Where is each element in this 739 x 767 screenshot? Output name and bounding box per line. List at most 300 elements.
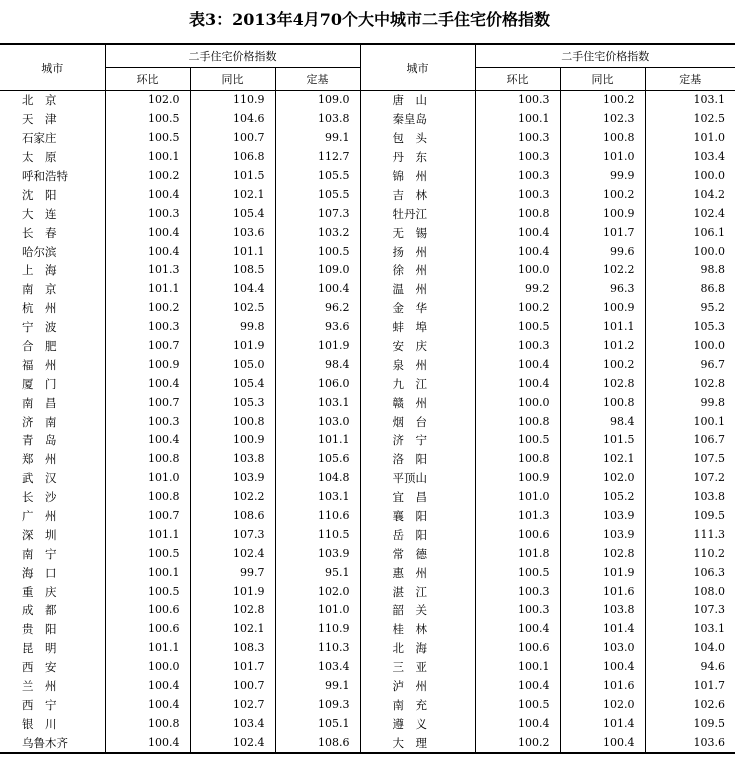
yoy-cell: 108.3 — [190, 639, 275, 658]
fixed-cell: 108.0 — [645, 582, 735, 601]
mom-cell: 100.7 — [105, 393, 190, 412]
city-cell: 蚌 埠 — [360, 318, 475, 337]
fixed-cell: 103.8 — [645, 488, 735, 507]
yoy-cell: 104.6 — [190, 110, 275, 129]
fixed-cell: 106.1 — [645, 223, 735, 242]
fixed-cell: 110.2 — [645, 544, 735, 563]
mom-cell: 100.6 — [105, 601, 190, 620]
fixed-cell: 96.7 — [645, 355, 735, 374]
mom-cell: 100.4 — [475, 374, 560, 393]
mom-cell: 100.7 — [105, 337, 190, 356]
mom-cell: 100.1 — [475, 110, 560, 129]
fixed-cell: 103.1 — [275, 488, 360, 507]
mom-cell: 101.1 — [105, 280, 190, 299]
table-row — [0, 223, 735, 242]
yoy-cell: 103.8 — [560, 601, 645, 620]
fixed-cell: 107.2 — [645, 469, 735, 488]
city-cell: 合 肥 — [22, 339, 57, 354]
mom-header-left: 环比 — [105, 68, 190, 91]
city-cell: 深 圳 — [22, 527, 57, 542]
fixed-cell: 103.1 — [645, 620, 735, 639]
yoy-cell: 100.8 — [560, 393, 645, 412]
fixed-cell: 103.0 — [275, 412, 360, 431]
table-row — [0, 488, 735, 507]
fixed-cell: 94.6 — [645, 658, 735, 677]
city-cell: 福 州 — [22, 357, 57, 372]
mom-cell: 100.7 — [105, 507, 190, 526]
mom-cell: 100.4 — [105, 696, 190, 715]
mom-cell: 100.4 — [475, 620, 560, 639]
table-row — [0, 620, 735, 639]
city-cell: 西 安 — [22, 660, 57, 675]
mom-cell: 100.3 — [475, 129, 560, 148]
fixed-cell: 102.6 — [645, 696, 735, 715]
city-cell: 兰 州 — [22, 679, 57, 694]
fixed-cell: 95.1 — [275, 563, 360, 582]
mom-cell: 100.4 — [105, 223, 190, 242]
city-cell: 吉 林 — [360, 185, 475, 204]
fixed-cell: 109.0 — [275, 91, 360, 110]
yoy-cell: 101.9 — [560, 563, 645, 582]
fixed-cell: 110.5 — [275, 525, 360, 544]
fixed-cell: 105.1 — [275, 714, 360, 733]
city-cell: 重 庆 — [22, 584, 57, 599]
yoy-cell: 101.0 — [560, 148, 645, 167]
yoy-cell: 101.1 — [190, 242, 275, 261]
fixed-cell: 105.3 — [645, 318, 735, 337]
fixed-cell: 106.7 — [645, 431, 735, 450]
mom-cell: 100.4 — [105, 733, 190, 753]
city-cell: 乌鲁木齐 — [0, 733, 105, 753]
fixed-cell: 100.0 — [645, 337, 735, 356]
yoy-cell: 102.2 — [560, 261, 645, 280]
city-cell: 九 江 — [360, 374, 475, 393]
yoy-cell: 105.3 — [190, 393, 275, 412]
city-header-left: 城市 — [41, 61, 64, 75]
yoy-cell: 105.2 — [560, 488, 645, 507]
yoy-cell: 101.6 — [560, 677, 645, 696]
mom-cell: 100.5 — [105, 129, 190, 148]
index-group-header-right: 二手住宅价格指数 — [475, 44, 735, 68]
fixed-cell: 102.4 — [645, 204, 735, 223]
fixed-cell: 107.5 — [645, 450, 735, 469]
city-cell: 遵 义 — [360, 714, 475, 733]
fixed-cell: 110.6 — [275, 507, 360, 526]
yoy-cell: 108.5 — [190, 261, 275, 280]
city-cell: 宁 波 — [22, 320, 57, 335]
mom-cell: 100.0 — [475, 393, 560, 412]
city-cell: 包 头 — [360, 129, 475, 148]
city-cell: 郑 州 — [22, 452, 57, 467]
city-cell: 宜 昌 — [360, 488, 475, 507]
fixed-cell: 100.0 — [645, 242, 735, 261]
table-row — [0, 544, 735, 563]
table-row — [0, 507, 735, 526]
mom-cell: 101.0 — [475, 488, 560, 507]
fixed-cell: 106.0 — [275, 374, 360, 393]
city-cell: 哈尔滨 — [22, 244, 57, 259]
city-cell: 唐 山 — [360, 91, 475, 110]
mom-cell: 100.3 — [475, 91, 560, 110]
table-row — [0, 601, 735, 620]
fixed-cell: 105.5 — [275, 167, 360, 186]
mom-cell: 100.6 — [105, 620, 190, 639]
yoy-cell: 101.7 — [190, 658, 275, 677]
yoy-cell: 102.2 — [190, 488, 275, 507]
table-row — [0, 261, 735, 280]
yoy-cell: 103.6 — [190, 223, 275, 242]
city-cell: 扬 州 — [360, 242, 475, 261]
table-row — [0, 242, 735, 261]
yoy-cell: 103.8 — [190, 450, 275, 469]
yoy-cell: 101.9 — [190, 337, 275, 356]
mom-cell: 101.8 — [475, 544, 560, 563]
mom-cell: 100.8 — [105, 714, 190, 733]
yoy-cell: 106.8 — [190, 148, 275, 167]
fixed-cell: 103.4 — [275, 658, 360, 677]
city-cell: 成 都 — [22, 603, 57, 618]
fixed-cell: 86.8 — [645, 280, 735, 299]
table-row — [0, 412, 735, 431]
mom-cell: 100.4 — [475, 223, 560, 242]
yoy-cell: 101.1 — [560, 318, 645, 337]
yoy-cell: 100.4 — [560, 658, 645, 677]
city-cell: 南 宁 — [22, 546, 57, 561]
city-cell: 温 州 — [360, 280, 475, 299]
fixed-cell: 105.5 — [275, 185, 360, 204]
yoy-cell: 100.8 — [560, 129, 645, 148]
mom-cell: 100.4 — [105, 185, 190, 204]
fixed-cell: 95.2 — [645, 299, 735, 318]
city-cell: 南 京 — [22, 282, 57, 297]
table-row — [0, 469, 735, 488]
yoy-cell: 100.2 — [560, 91, 645, 110]
table-row — [0, 582, 735, 601]
yoy-cell: 102.0 — [560, 696, 645, 715]
table-row — [0, 110, 735, 129]
table-row — [0, 318, 735, 337]
yoy-cell: 103.0 — [560, 639, 645, 658]
yoy-cell: 105.4 — [190, 204, 275, 223]
yoy-header-right: 同比 — [560, 68, 645, 91]
mom-cell: 100.3 — [105, 318, 190, 337]
fixed-cell: 96.2 — [275, 299, 360, 318]
fixed-header-right: 定基 — [645, 68, 735, 91]
fixed-cell: 106.3 — [645, 563, 735, 582]
mom-cell: 102.0 — [105, 91, 190, 110]
mom-cell: 100.1 — [105, 148, 190, 167]
fixed-cell: 104.0 — [645, 639, 735, 658]
city-cell: 大 理 — [360, 733, 475, 753]
table-row — [0, 696, 735, 715]
city-cell: 厦 门 — [22, 376, 57, 391]
city-cell: 杭 州 — [22, 301, 57, 316]
fixed-cell: 108.6 — [275, 733, 360, 753]
yoy-cell: 101.4 — [560, 620, 645, 639]
fixed-cell: 99.1 — [275, 677, 360, 696]
fixed-cell: 103.4 — [645, 148, 735, 167]
city-cell: 昆 明 — [22, 641, 57, 656]
city-cell: 秦皇岛 — [360, 110, 475, 129]
mom-cell: 100.8 — [475, 412, 560, 431]
mom-cell: 100.1 — [105, 563, 190, 582]
table-row — [0, 450, 735, 469]
yoy-cell: 101.5 — [560, 431, 645, 450]
mom-cell: 100.3 — [475, 185, 560, 204]
yoy-cell: 102.7 — [190, 696, 275, 715]
table-row — [0, 639, 735, 658]
city-cell: 安 庆 — [360, 337, 475, 356]
city-cell: 海 口 — [22, 565, 57, 580]
table-row — [0, 733, 735, 753]
yoy-cell: 105.0 — [190, 355, 275, 374]
mom-cell: 100.4 — [475, 242, 560, 261]
fixed-cell: 98.4 — [275, 355, 360, 374]
city-cell: 襄 阳 — [360, 507, 475, 526]
mom-header-right: 环比 — [475, 68, 560, 91]
fixed-cell: 101.7 — [645, 677, 735, 696]
fixed-cell: 101.9 — [275, 337, 360, 356]
city-cell: 太 原 — [22, 150, 57, 165]
yoy-cell: 102.1 — [190, 620, 275, 639]
yoy-cell: 100.2 — [560, 185, 645, 204]
yoy-cell: 102.8 — [190, 601, 275, 620]
mom-cell: 100.3 — [105, 412, 190, 431]
fixed-cell: 93.6 — [275, 318, 360, 337]
fixed-cell: 103.6 — [645, 733, 735, 753]
table-row — [0, 355, 735, 374]
fixed-cell: 112.7 — [275, 148, 360, 167]
fixed-cell: 98.8 — [645, 261, 735, 280]
city-cell: 石家庄 — [22, 131, 57, 146]
city-header-right: 城市 — [360, 44, 475, 91]
table-row — [0, 337, 735, 356]
yoy-cell: 101.6 — [560, 582, 645, 601]
mom-cell: 100.4 — [475, 355, 560, 374]
table-row — [0, 563, 735, 582]
yoy-cell: 99.8 — [190, 318, 275, 337]
yoy-cell: 100.2 — [560, 355, 645, 374]
mom-cell: 100.3 — [105, 204, 190, 223]
mom-cell: 100.3 — [475, 337, 560, 356]
price-index-table — [0, 43, 735, 754]
mom-cell: 100.9 — [475, 469, 560, 488]
table-row — [0, 431, 735, 450]
city-cell: 长 春 — [22, 225, 57, 240]
table-body — [0, 91, 735, 754]
mom-cell: 100.6 — [475, 525, 560, 544]
table-row — [0, 714, 735, 733]
yoy-cell: 110.9 — [190, 91, 275, 110]
yoy-cell: 102.1 — [560, 450, 645, 469]
city-cell: 泉 州 — [360, 355, 475, 374]
mom-cell: 100.5 — [105, 110, 190, 129]
city-cell: 呼和浩特 — [22, 169, 68, 183]
mom-cell: 100.8 — [105, 488, 190, 507]
city-cell: 长 沙 — [22, 490, 57, 505]
city-cell: 湛 江 — [360, 582, 475, 601]
fixed-cell: 109.3 — [275, 696, 360, 715]
city-cell: 平顶山 — [360, 469, 475, 488]
mom-cell: 100.2 — [105, 299, 190, 318]
mom-cell: 100.4 — [475, 677, 560, 696]
fixed-cell: 107.3 — [645, 601, 735, 620]
yoy-cell: 100.8 — [190, 412, 275, 431]
city-cell: 沈 阳 — [22, 187, 57, 202]
city-cell: 北 京 — [22, 93, 57, 108]
mom-cell: 100.2 — [475, 299, 560, 318]
yoy-cell: 102.8 — [560, 544, 645, 563]
mom-cell: 100.2 — [105, 167, 190, 186]
mom-cell: 100.2 — [475, 733, 560, 753]
fixed-cell: 109.5 — [645, 714, 735, 733]
fixed-cell: 110.9 — [275, 620, 360, 639]
yoy-cell: 101.7 — [560, 223, 645, 242]
yoy-cell: 96.3 — [560, 280, 645, 299]
mom-cell: 100.8 — [475, 204, 560, 223]
city-cell: 无 锡 — [360, 223, 475, 242]
fixed-cell: 101.0 — [645, 129, 735, 148]
yoy-cell: 103.9 — [560, 507, 645, 526]
mom-cell: 100.3 — [475, 167, 560, 186]
mom-cell: 100.4 — [105, 431, 190, 450]
table-row — [0, 91, 735, 110]
city-cell: 金 华 — [360, 299, 475, 318]
table-row — [0, 148, 735, 167]
city-cell: 牡丹江 — [360, 204, 475, 223]
table-row — [0, 677, 735, 696]
mom-cell: 100.5 — [105, 544, 190, 563]
city-cell: 徐 州 — [360, 261, 475, 280]
mom-cell: 100.5 — [475, 318, 560, 337]
yoy-cell: 100.9 — [560, 299, 645, 318]
mom-cell: 100.9 — [105, 355, 190, 374]
yoy-cell: 101.5 — [190, 167, 275, 186]
mom-cell: 100.4 — [475, 714, 560, 733]
city-cell: 锦 州 — [360, 167, 475, 186]
table-row — [0, 658, 735, 677]
yoy-cell: 108.6 — [190, 507, 275, 526]
city-cell: 惠 州 — [360, 563, 475, 582]
fixed-cell: 100.4 — [275, 280, 360, 299]
fixed-cell: 110.3 — [275, 639, 360, 658]
city-cell: 天 津 — [22, 112, 57, 127]
city-cell: 韶 关 — [360, 601, 475, 620]
yoy-cell: 104.4 — [190, 280, 275, 299]
city-cell: 桂 林 — [360, 620, 475, 639]
fixed-cell: 105.6 — [275, 450, 360, 469]
yoy-cell: 101.2 — [560, 337, 645, 356]
table-title: 表3：2013年4月70个大中城市二手住宅价格指数 — [188, 10, 551, 29]
fixed-cell: 100.5 — [275, 242, 360, 261]
mom-cell: 100.4 — [105, 677, 190, 696]
fixed-cell: 102.5 — [645, 110, 735, 129]
yoy-cell: 100.7 — [190, 129, 275, 148]
index-group-header-left: 二手住宅价格指数 — [105, 44, 360, 68]
fixed-cell: 104.8 — [275, 469, 360, 488]
city-cell: 洛 阳 — [360, 450, 475, 469]
mom-cell: 100.6 — [475, 639, 560, 658]
city-cell: 武 汉 — [22, 471, 57, 486]
city-cell: 广 州 — [22, 509, 57, 524]
mom-cell: 101.1 — [105, 525, 190, 544]
table-row — [0, 185, 735, 204]
mom-cell: 100.3 — [475, 582, 560, 601]
table-row — [0, 374, 735, 393]
fixed-cell: 100.1 — [645, 412, 735, 431]
fixed-cell: 100.0 — [645, 167, 735, 186]
city-cell: 济 南 — [22, 414, 57, 429]
yoy-cell: 107.3 — [190, 525, 275, 544]
yoy-cell: 102.3 — [560, 110, 645, 129]
yoy-cell: 100.4 — [560, 733, 645, 753]
city-cell: 常 德 — [360, 544, 475, 563]
yoy-cell: 98.4 — [560, 412, 645, 431]
fixed-cell: 99.8 — [645, 393, 735, 412]
yoy-cell: 101.4 — [560, 714, 645, 733]
city-cell: 青 岛 — [22, 433, 57, 448]
yoy-cell: 102.8 — [560, 374, 645, 393]
mom-cell: 100.0 — [105, 658, 190, 677]
fixed-cell: 103.1 — [645, 91, 735, 110]
yoy-cell: 103.9 — [560, 525, 645, 544]
mom-cell: 100.4 — [105, 374, 190, 393]
yoy-cell: 99.7 — [190, 563, 275, 582]
table-row — [0, 393, 735, 412]
mom-cell: 100.8 — [475, 450, 560, 469]
city-cell: 北 海 — [360, 639, 475, 658]
mom-cell: 100.3 — [475, 148, 560, 167]
table-row — [0, 299, 735, 318]
fixed-cell: 103.2 — [275, 223, 360, 242]
city-cell: 赣 州 — [360, 393, 475, 412]
mom-cell: 100.8 — [105, 450, 190, 469]
yoy-cell: 102.5 — [190, 299, 275, 318]
fixed-cell: 104.2 — [645, 185, 735, 204]
fixed-cell: 101.0 — [275, 601, 360, 620]
table-row — [0, 167, 735, 186]
yoy-cell: 99.6 — [560, 242, 645, 261]
fixed-cell: 103.8 — [275, 110, 360, 129]
yoy-cell: 103.4 — [190, 714, 275, 733]
fixed-cell: 111.3 — [645, 525, 735, 544]
mom-cell: 101.3 — [105, 261, 190, 280]
mom-cell: 100.5 — [105, 582, 190, 601]
table-row — [0, 280, 735, 299]
mom-cell: 100.5 — [475, 563, 560, 582]
fixed-cell: 102.0 — [275, 582, 360, 601]
table-row — [0, 204, 735, 223]
mom-cell: 99.2 — [475, 280, 560, 299]
mom-cell: 101.3 — [475, 507, 560, 526]
mom-cell: 100.3 — [475, 601, 560, 620]
yoy-cell: 102.0 — [560, 469, 645, 488]
fixed-cell: 109.0 — [275, 261, 360, 280]
mom-cell: 100.1 — [475, 658, 560, 677]
table-row — [0, 129, 735, 148]
yoy-cell: 105.4 — [190, 374, 275, 393]
yoy-cell: 100.9 — [190, 431, 275, 450]
fixed-cell: 101.1 — [275, 431, 360, 450]
fixed-header-left: 定基 — [275, 68, 360, 91]
mom-cell: 100.4 — [105, 242, 190, 261]
city-cell: 岳 阳 — [360, 525, 475, 544]
city-cell: 泸 州 — [360, 677, 475, 696]
yoy-cell: 103.9 — [190, 469, 275, 488]
city-cell: 上 海 — [22, 263, 57, 278]
city-cell: 大 连 — [22, 206, 57, 221]
yoy-cell: 102.4 — [190, 544, 275, 563]
